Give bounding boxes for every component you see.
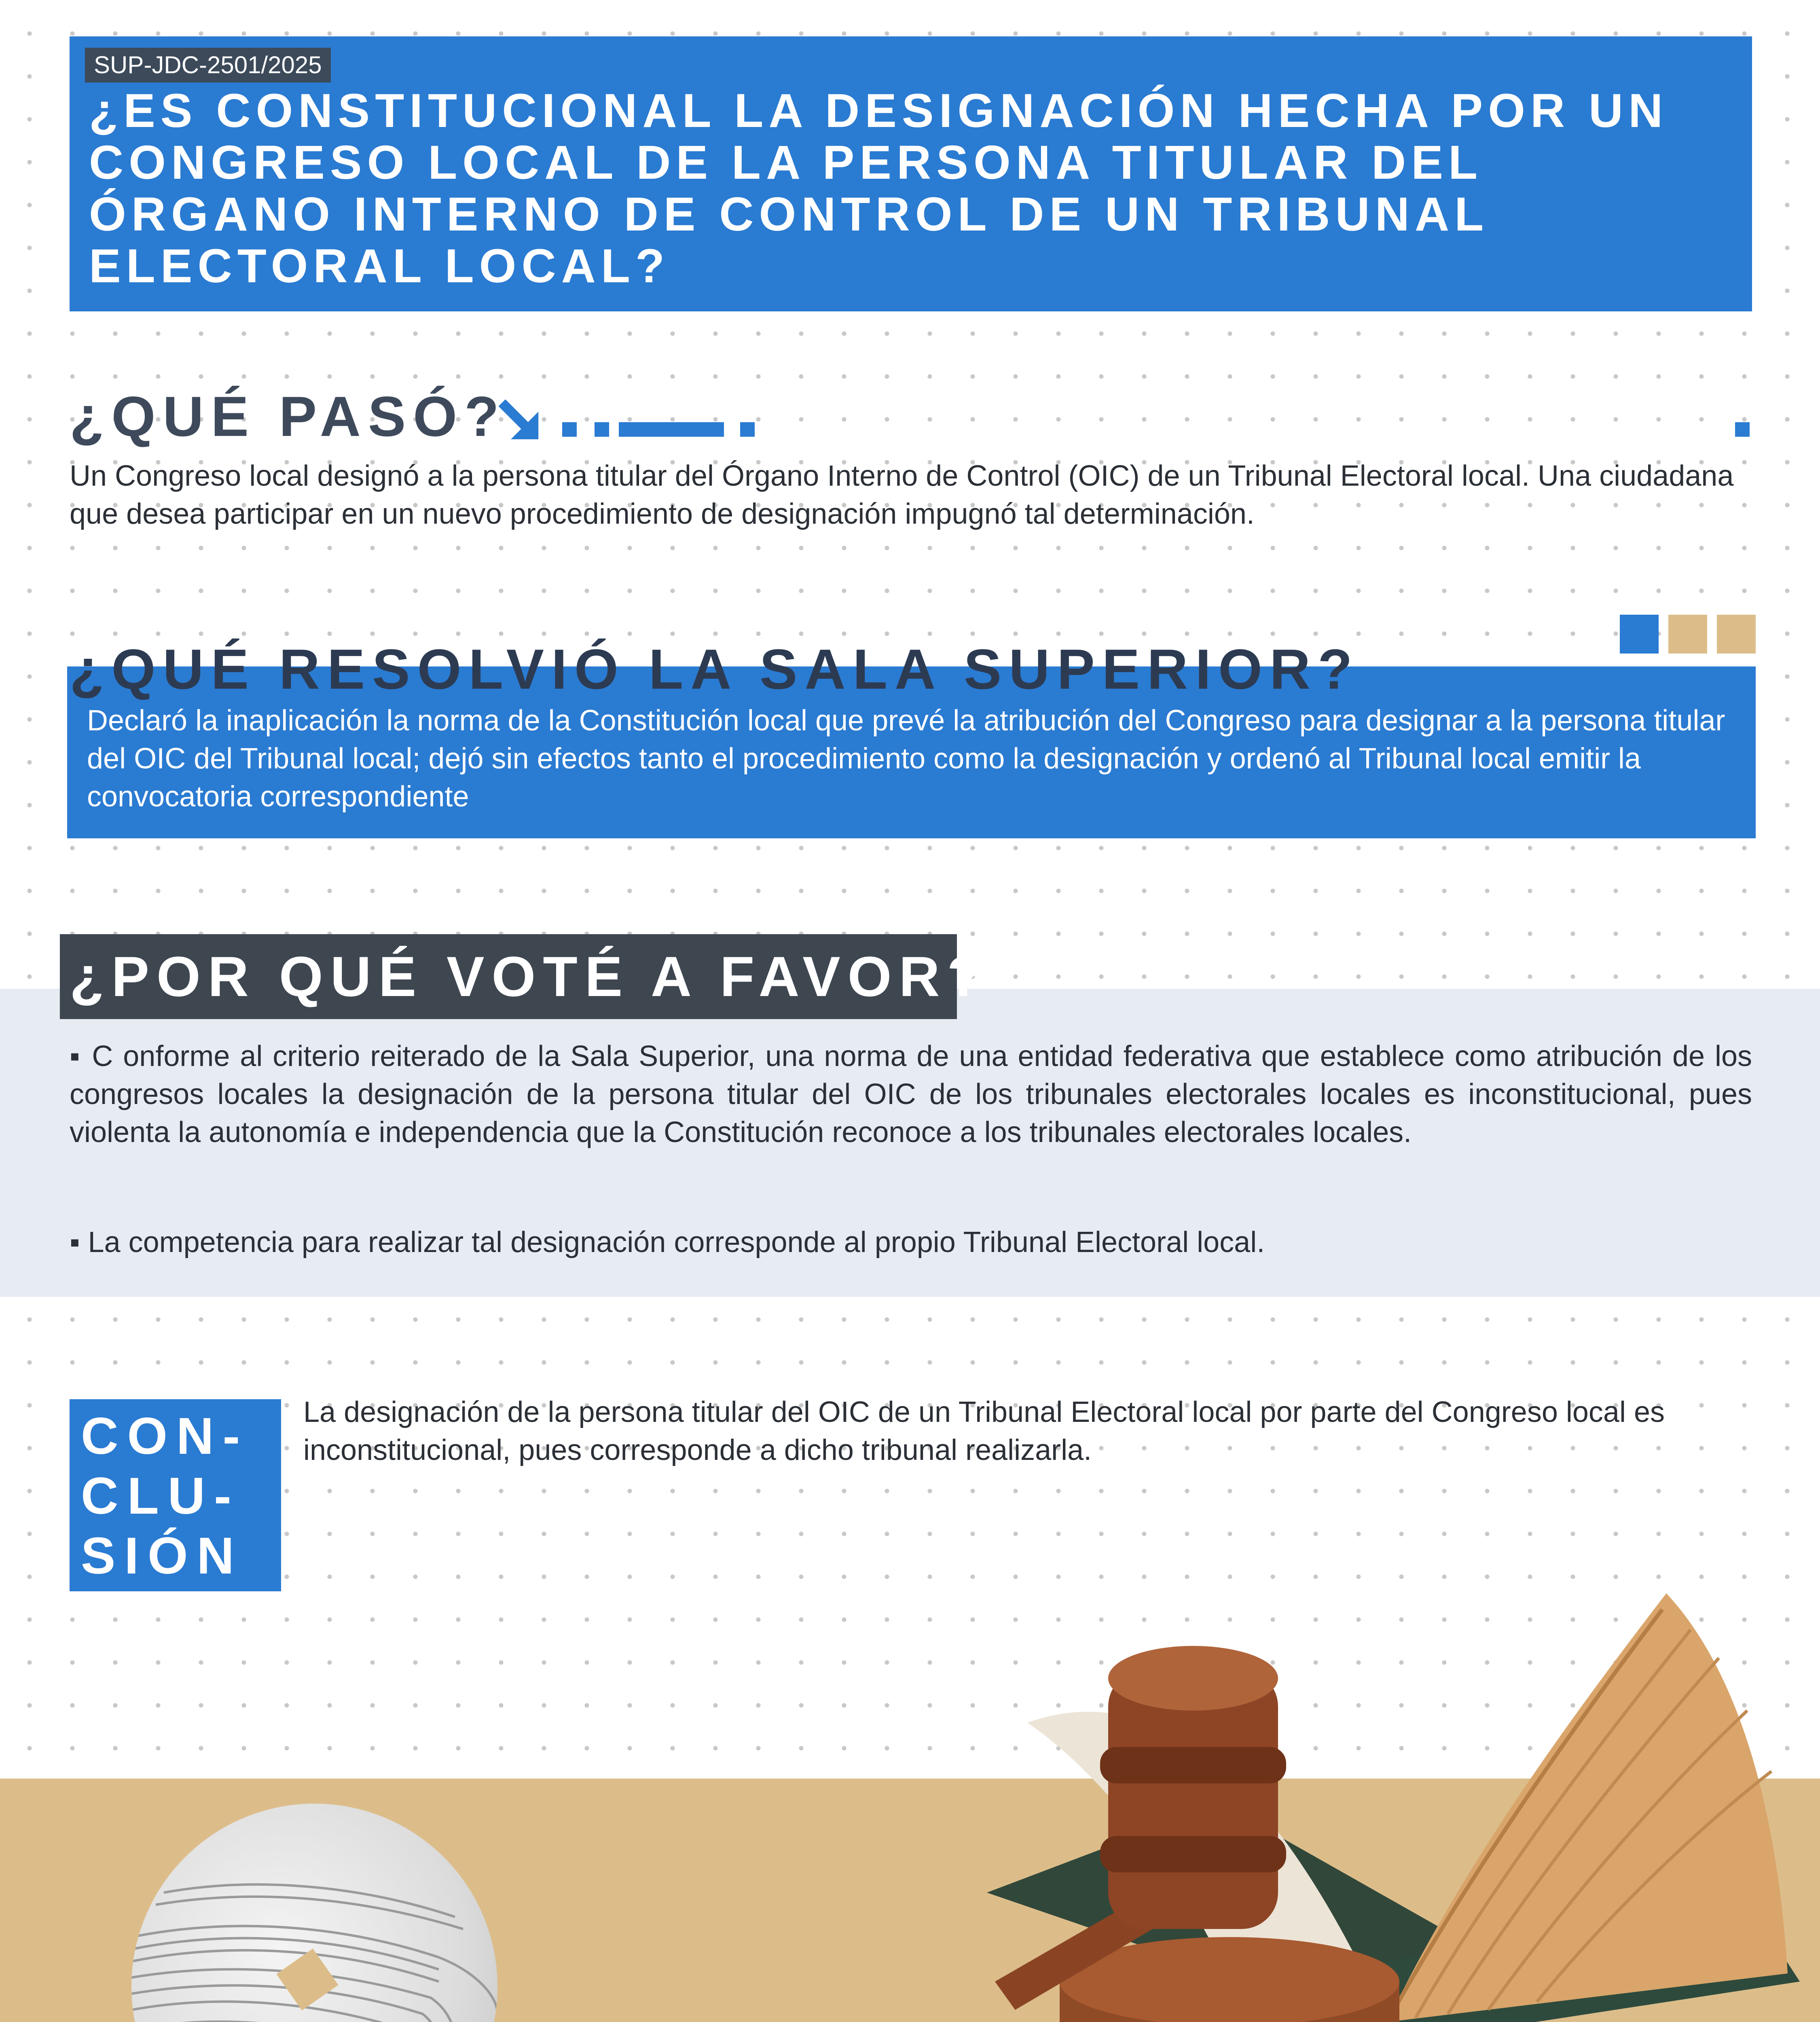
- case-number-badge: SUP-JDC-2501/2025: [85, 48, 331, 82]
- decorative-dash: [619, 422, 724, 437]
- conclusion-label-line: CLU-: [81, 1467, 240, 1525]
- section-resolved-title: ¿QUÉ RESOLVIÓ LA SALA SUPERIOR?: [70, 637, 1360, 701]
- decorative-dash: [740, 422, 755, 437]
- decorative-dash: [562, 422, 577, 437]
- section-vote-title: ¿POR QUÉ VOTÉ A FAVOR?: [70, 945, 989, 1008]
- conclusion-label-line: SIÓN: [81, 1527, 243, 1585]
- main-question-title: ¿ES CONSTITUCIONAL LA DESIGNACIÓN HECHA POR UN CONGRESO LOCAL DE LA PERSONA TITULAR DEL ÓRGANO INTERNO DE CONTROL DE UN TRIBUNAL ELECTORAL LOCAL?: [89, 84, 1668, 293]
- vote-point: ▪ La competencia para realizar tal designación corresponde al propio Tribunal Electoral local.: [70, 1226, 1265, 1258]
- decorative-dash: [1735, 422, 1750, 437]
- section-what-happened-title: ¿QUÉ PASÓ?: [70, 385, 506, 448]
- decorative-square: [1620, 615, 1659, 654]
- book-and-gavel-image: [979, 1577, 1804, 2022]
- section-what-happened-text: Un Congreso local designó a la persona titular del Órgano Interno de Control (OIC) de un Tribunal Electoral local. Una ciudadana que desea participar en un nuevo procedimiento de designación impugnó tal determinación.: [70, 460, 1734, 530]
- section-resolved-text: Declaró la inaplicación la norma de la Constitución local que prevé la atribución del Congreso para designar a la persona titular del OIC del Tribunal local; dejó sin efectos tanto el procedimiento como la designación y ordenó al Tribunal local emitir la convocatoria correspondiente: [87, 704, 1725, 813]
- conclusion-label: [81, 1407, 283, 1586]
- decorative-square: [1668, 615, 1707, 654]
- arrow-down-right-icon: [497, 398, 542, 443]
- decorative-square: [1717, 615, 1756, 654]
- vote-point: ▪ C onforme al criterio reiterado de la Sala Superior, una norma de una entidad federativa que establece como atribución de los congresos locales la designación de la persona titular del OIC de los tribunales electorales locales es inconstitucional, pues violenta la autonomía e independencia que la Constitución reconoce a los tribunales electorales locales.: [70, 1040, 1752, 1148]
- conclusion-label-line: CON-: [81, 1407, 249, 1465]
- decorative-dash: [595, 422, 609, 437]
- conclusion-text: La designación de la persona titular del OIC de un Tribunal Electoral local por parte del Congreso local es inconstitucional, pues corresponde a dicho tribunal realizarla.: [303, 1396, 1665, 1466]
